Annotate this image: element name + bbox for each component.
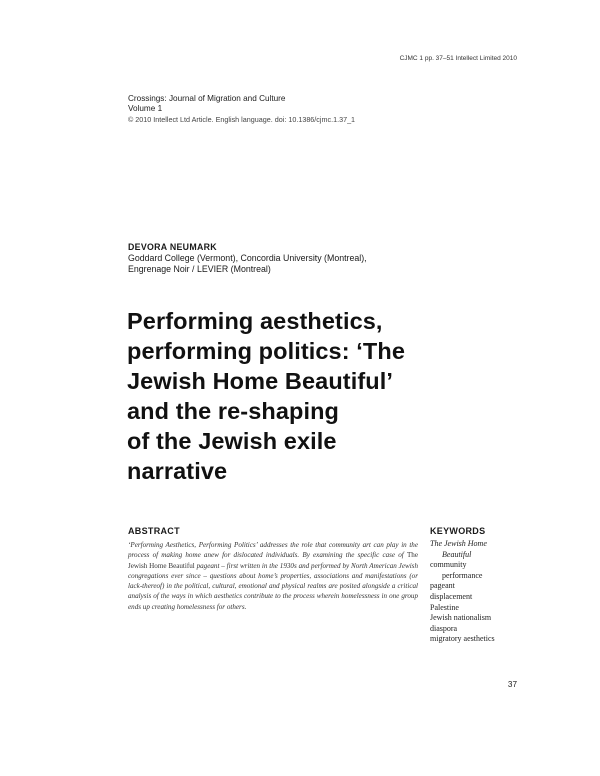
keyword: Palestine [430, 602, 459, 612]
abstract-text [128, 540, 418, 612]
author-affiliation-2: Engrenage Noir / LEVIER (Montreal) [128, 264, 271, 275]
keywords-heading: KEYWORDS [430, 526, 486, 536]
keyword: migratory aesthetics [430, 634, 495, 644]
running-head: CJMC 1 pp. 37–51 Intellect Limited 2010 [399, 55, 517, 62]
keyword: displacement [430, 591, 473, 601]
author-name: DEVORA NEUMARK [128, 242, 217, 252]
abstract-text-part-2: pageant – first written in the 1930s and performed by North American Jewish congregations ever since – questions about home’s properties, associations and manifestations (or lack-thereof) in the political, cultural, emotional and physical realms are posited alongside a critical analysis of the ways in which aesthetics contribute to the process wherein homelessness in one group ends up creating homelessness for others. [128, 561, 418, 611]
keyword: community [430, 560, 467, 570]
page-number: 37 [507, 680, 517, 689]
article-title: Performing aesthetics, performing politics: ‘The Jewish Home Beautiful’ and the re-shaping of the Jewish exile narrative [127, 308, 405, 484]
keyword: Beautiful [442, 549, 472, 559]
keywords-list [430, 539, 495, 645]
keyword: diaspora [430, 623, 458, 633]
keyword: Jewish nationalism [430, 613, 492, 623]
abstract-pageant-name: The Jewish Home Beautiful [128, 551, 418, 570]
journal-volume: Volume 1 [128, 104, 163, 114]
copyright-doi: © 2010 Intellect Ltd Article. English language. doi: 10.1386/cjmc.1.37_1 [128, 114, 356, 124]
abstract-heading: ABSTRACT [128, 526, 180, 536]
journal-title: Crossings: Journal of Migration and Culture [128, 94, 286, 103]
abstract-text-part-1: ‘Performing Aesthetics, Performing Politics’ addresses the role that community art can play in the process of making home anew for dislocated individuals. By examining the specific case of [128, 541, 418, 560]
keyword: The Jewish Home [430, 539, 487, 548]
author-affiliation-1: Goddard College (Vermont), Concordia University (Montreal), [128, 253, 367, 264]
journal-info [128, 94, 355, 125]
keyword: pageant [430, 581, 455, 591]
keyword: performance [442, 570, 483, 580]
author-block [128, 242, 367, 276]
